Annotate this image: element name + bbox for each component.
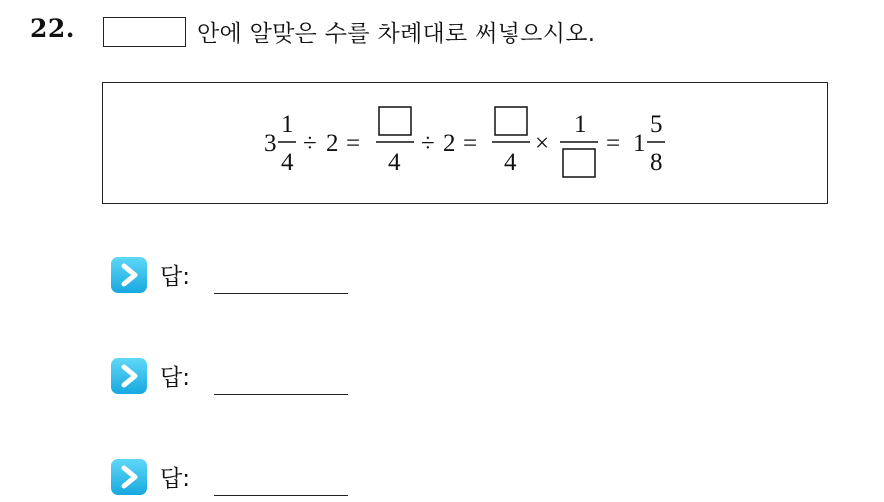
inline-answer-blank	[103, 17, 186, 47]
divisor: 2	[326, 130, 339, 157]
fraction-numerator: 1	[281, 111, 294, 138]
fraction-numerator: 5	[650, 111, 663, 138]
result-whole: 1	[633, 130, 646, 157]
answer-input-line[interactable]	[214, 293, 348, 294]
blank-box[interactable]	[495, 107, 527, 135]
answer-label: 답:	[160, 466, 190, 492]
fraction-denominator: 8	[650, 149, 663, 176]
equals-sign: =	[463, 130, 478, 157]
question-number: 22.	[30, 14, 75, 43]
chevron-right-icon	[110, 357, 148, 395]
fraction-denominator: 4	[281, 149, 294, 176]
answer-label: 답:	[160, 365, 190, 391]
fraction-denominator: 4	[388, 149, 401, 176]
answer-row	[110, 256, 370, 296]
answer-input-line[interactable]	[214, 394, 348, 395]
question-instruction: 안에 알맞은 수를 차례대로 써넣으시오.	[197, 21, 596, 47]
times-sign: ×	[535, 130, 550, 157]
answer-row	[110, 357, 370, 397]
answer-label: 답:	[160, 264, 190, 290]
divisor: 2	[443, 130, 456, 157]
equals-sign: =	[606, 130, 621, 157]
divide-sign: ÷	[303, 130, 317, 157]
blank-box[interactable]	[563, 149, 595, 177]
fraction-denominator: 4	[504, 149, 517, 176]
fraction-numerator: 1	[574, 111, 587, 138]
equals-sign: =	[346, 130, 361, 157]
equation-box	[102, 82, 828, 204]
answer-row	[110, 458, 370, 498]
blank-box[interactable]	[379, 107, 411, 135]
equation	[103, 83, 827, 203]
mixed-number-whole: 3	[264, 130, 277, 157]
chevron-right-icon	[110, 256, 148, 294]
answer-input-line[interactable]	[214, 495, 348, 496]
chevron-right-icon	[110, 458, 148, 496]
divide-sign: ÷	[421, 130, 435, 157]
